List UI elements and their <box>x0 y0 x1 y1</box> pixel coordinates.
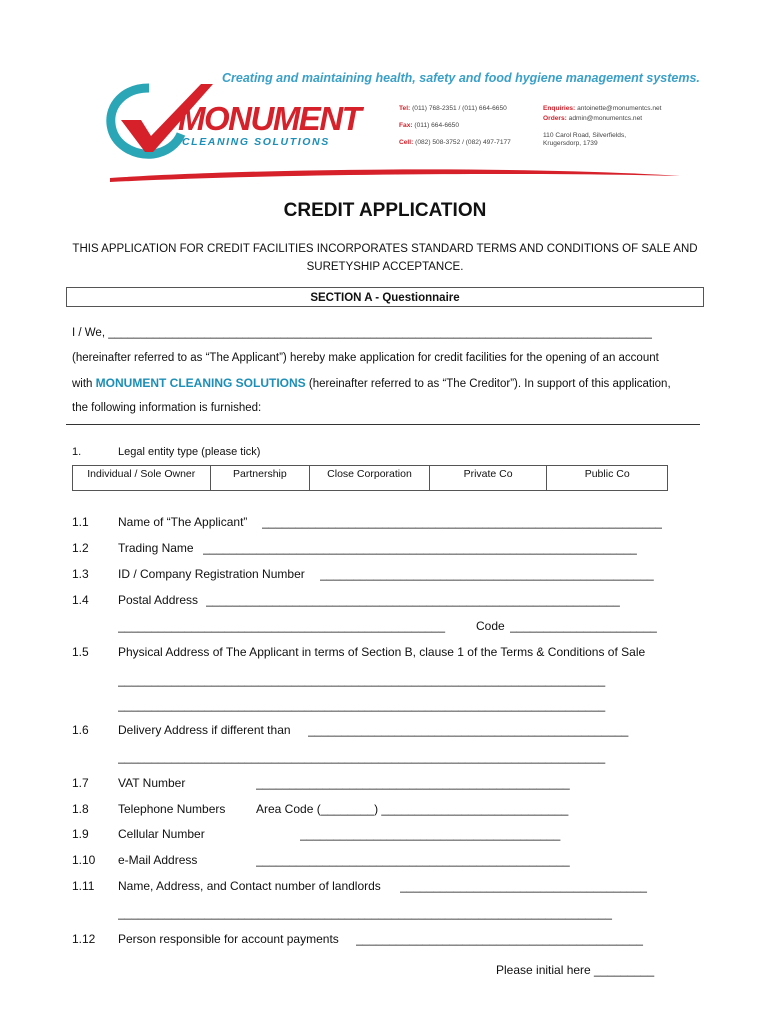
fax-value: (011) 664-6650 <box>414 122 460 129</box>
applicant-name-line[interactable]: I / We, _____________________________________________________________________________________ <box>72 327 652 339</box>
delivery-address-line-2[interactable]: _________________________________________________________________________ <box>118 750 606 764</box>
address-line-1: 110 Carol Road, Silverfields, <box>543 132 627 139</box>
company-name: MONUMENT CLEANING SOLUTIONS <box>95 376 306 390</box>
field-1-7-label: VAT Number <box>118 776 186 790</box>
q1-label: Legal entity type (please tick) <box>118 446 261 458</box>
field-1-6-number: 1.6 <box>72 723 89 737</box>
fax-label: Fax: <box>399 122 413 129</box>
furnished-line: the following information is furnished: <box>72 402 262 414</box>
field-1-3-input[interactable]: __________________________________________________ <box>320 567 654 581</box>
field-1-4-input[interactable]: ______________________________________________________________ <box>206 593 620 607</box>
with-suffix: (hereinafter referred to as “The Creditor”). In support of this application, <box>308 378 671 390</box>
physical-address-line-2[interactable]: _________________________________________________________________________ <box>118 698 606 712</box>
enquiries-value: antoinette@monumentcs.net <box>577 105 662 112</box>
postal-address-line-2[interactable]: _________________________________________________ <box>118 619 446 633</box>
tel-label: Tel: <box>399 105 411 112</box>
intro-line-1: THIS APPLICATION FOR CREDIT FACILITIES INCORPORATES STANDARD TERMS AND CONDITIONS OF SALE AND <box>72 243 698 255</box>
field-1-2-number: 1.2 <box>72 541 89 555</box>
field-1-10-number: 1.10 <box>72 853 96 867</box>
field-1-11-label: Name, Address, and Contact number of landlords <box>118 879 381 893</box>
field-1-6-input[interactable]: ________________________________________________ <box>308 723 629 737</box>
field-1-11-input[interactable]: _____________________________________ <box>400 879 647 893</box>
tagline: Creating and maintaining health, safety and food hygiene management systems. <box>222 71 700 85</box>
creditor-line <box>72 376 671 390</box>
entity-close-corporation[interactable]: Close Corporation <box>310 466 430 490</box>
field-1-4-number: 1.4 <box>72 593 89 607</box>
contact-tel <box>399 105 507 113</box>
field-1-10-input[interactable]: _______________________________________________ <box>256 853 570 867</box>
field-1-12-number: 1.12 <box>72 932 96 946</box>
header-swoosh-divider <box>110 162 680 184</box>
tel-value: (011) 768-2351 / (011) 664-6650 <box>412 105 507 112</box>
field-1-1-input[interactable]: ____________________________________________________________ <box>262 515 662 529</box>
entity-public-co[interactable]: Public Co <box>584 468 630 480</box>
field-1-8-label: Telephone Numbers <box>118 802 226 816</box>
code-label: Code <box>476 619 505 633</box>
address-line-2: Krugersdorp, 1739 <box>543 140 598 147</box>
landlords-line-2[interactable]: __________________________________________________________________________ <box>118 906 612 920</box>
brand-subtitle: CLEANING SOLUTIONS <box>182 136 330 148</box>
field-1-3-label: ID / Company Registration Number <box>118 567 305 581</box>
field-1-9-input[interactable]: _______________________________________ <box>300 827 561 841</box>
field-1-1-number: 1.1 <box>72 515 89 529</box>
entity-individual[interactable]: Individual / Sole Owner <box>73 466 211 490</box>
physical-address-line-1[interactable]: _________________________________________________________________________ <box>118 673 606 687</box>
contact-enquiries <box>543 105 662 113</box>
field-1-12-label: Person responsible for account payments <box>118 932 339 946</box>
field-1-9-label: Cellular Number <box>118 827 205 841</box>
q1-number: 1. <box>72 446 82 458</box>
divider-line <box>66 424 700 425</box>
field-1-3-number: 1.3 <box>72 567 89 581</box>
field-1-5-number: 1.5 <box>72 645 89 659</box>
field-1-2-input[interactable]: _________________________________________________________________ <box>203 541 637 555</box>
field-1-2-label: Trading Name <box>118 541 194 555</box>
enquiries-label: Enquiries: <box>543 105 576 112</box>
brand-name: MONUMENT <box>178 100 361 137</box>
initial-here[interactable]: Please initial here _________ <box>496 963 655 977</box>
field-1-9-number: 1.9 <box>72 827 89 841</box>
field-1-8-input[interactable]: Area Code (________) ____________________________ <box>256 802 569 816</box>
field-1-8-number: 1.8 <box>72 802 89 816</box>
hereinafter-line: (hereinafter referred to as “The Applicant”) hereby make application for credit facilities for the opening of an account <box>72 352 659 364</box>
orders-value: admin@monumentcs.net <box>568 115 643 122</box>
field-1-7-input[interactable]: _______________________________________________ <box>256 776 570 790</box>
orders-label: Orders: <box>543 115 567 122</box>
field-1-11-number: 1.11 <box>72 879 95 893</box>
field-1-6-label: Delivery Address if different than <box>118 723 291 737</box>
field-1-10-label: e-Mail Address <box>118 853 198 867</box>
with-prefix: with <box>72 378 93 390</box>
entity-partnership[interactable]: Partnership <box>211 466 311 490</box>
code-input[interactable]: ______________________ <box>510 619 657 633</box>
field-1-12-input[interactable]: ___________________________________________ <box>356 932 643 946</box>
contact-fax <box>399 122 459 130</box>
field-1-5-label: Physical Address of The Applicant in terms of Section B, clause 1 of the Terms & Conditions of Sale <box>118 645 646 659</box>
entity-private-co[interactable]: Private Co <box>430 466 548 490</box>
entity-type-table <box>72 465 668 491</box>
page-title: CREDIT APPLICATION <box>283 200 487 221</box>
cell-value: (082) 508-3752 / (082) 497-7177 <box>415 139 511 146</box>
cell-label: Cell: <box>399 139 414 146</box>
intro-line-2: SURETYSHIP ACCEPTANCE. <box>306 261 464 273</box>
intro-text <box>60 240 710 276</box>
section-a-header: SECTION A - Questionnaire <box>66 287 704 307</box>
field-1-1-label: Name of “The Applicant” <box>118 515 248 529</box>
field-1-7-number: 1.7 <box>72 776 89 790</box>
contact-cell <box>399 139 511 147</box>
field-1-4-label: Postal Address <box>118 593 199 607</box>
contact-orders <box>543 115 642 123</box>
